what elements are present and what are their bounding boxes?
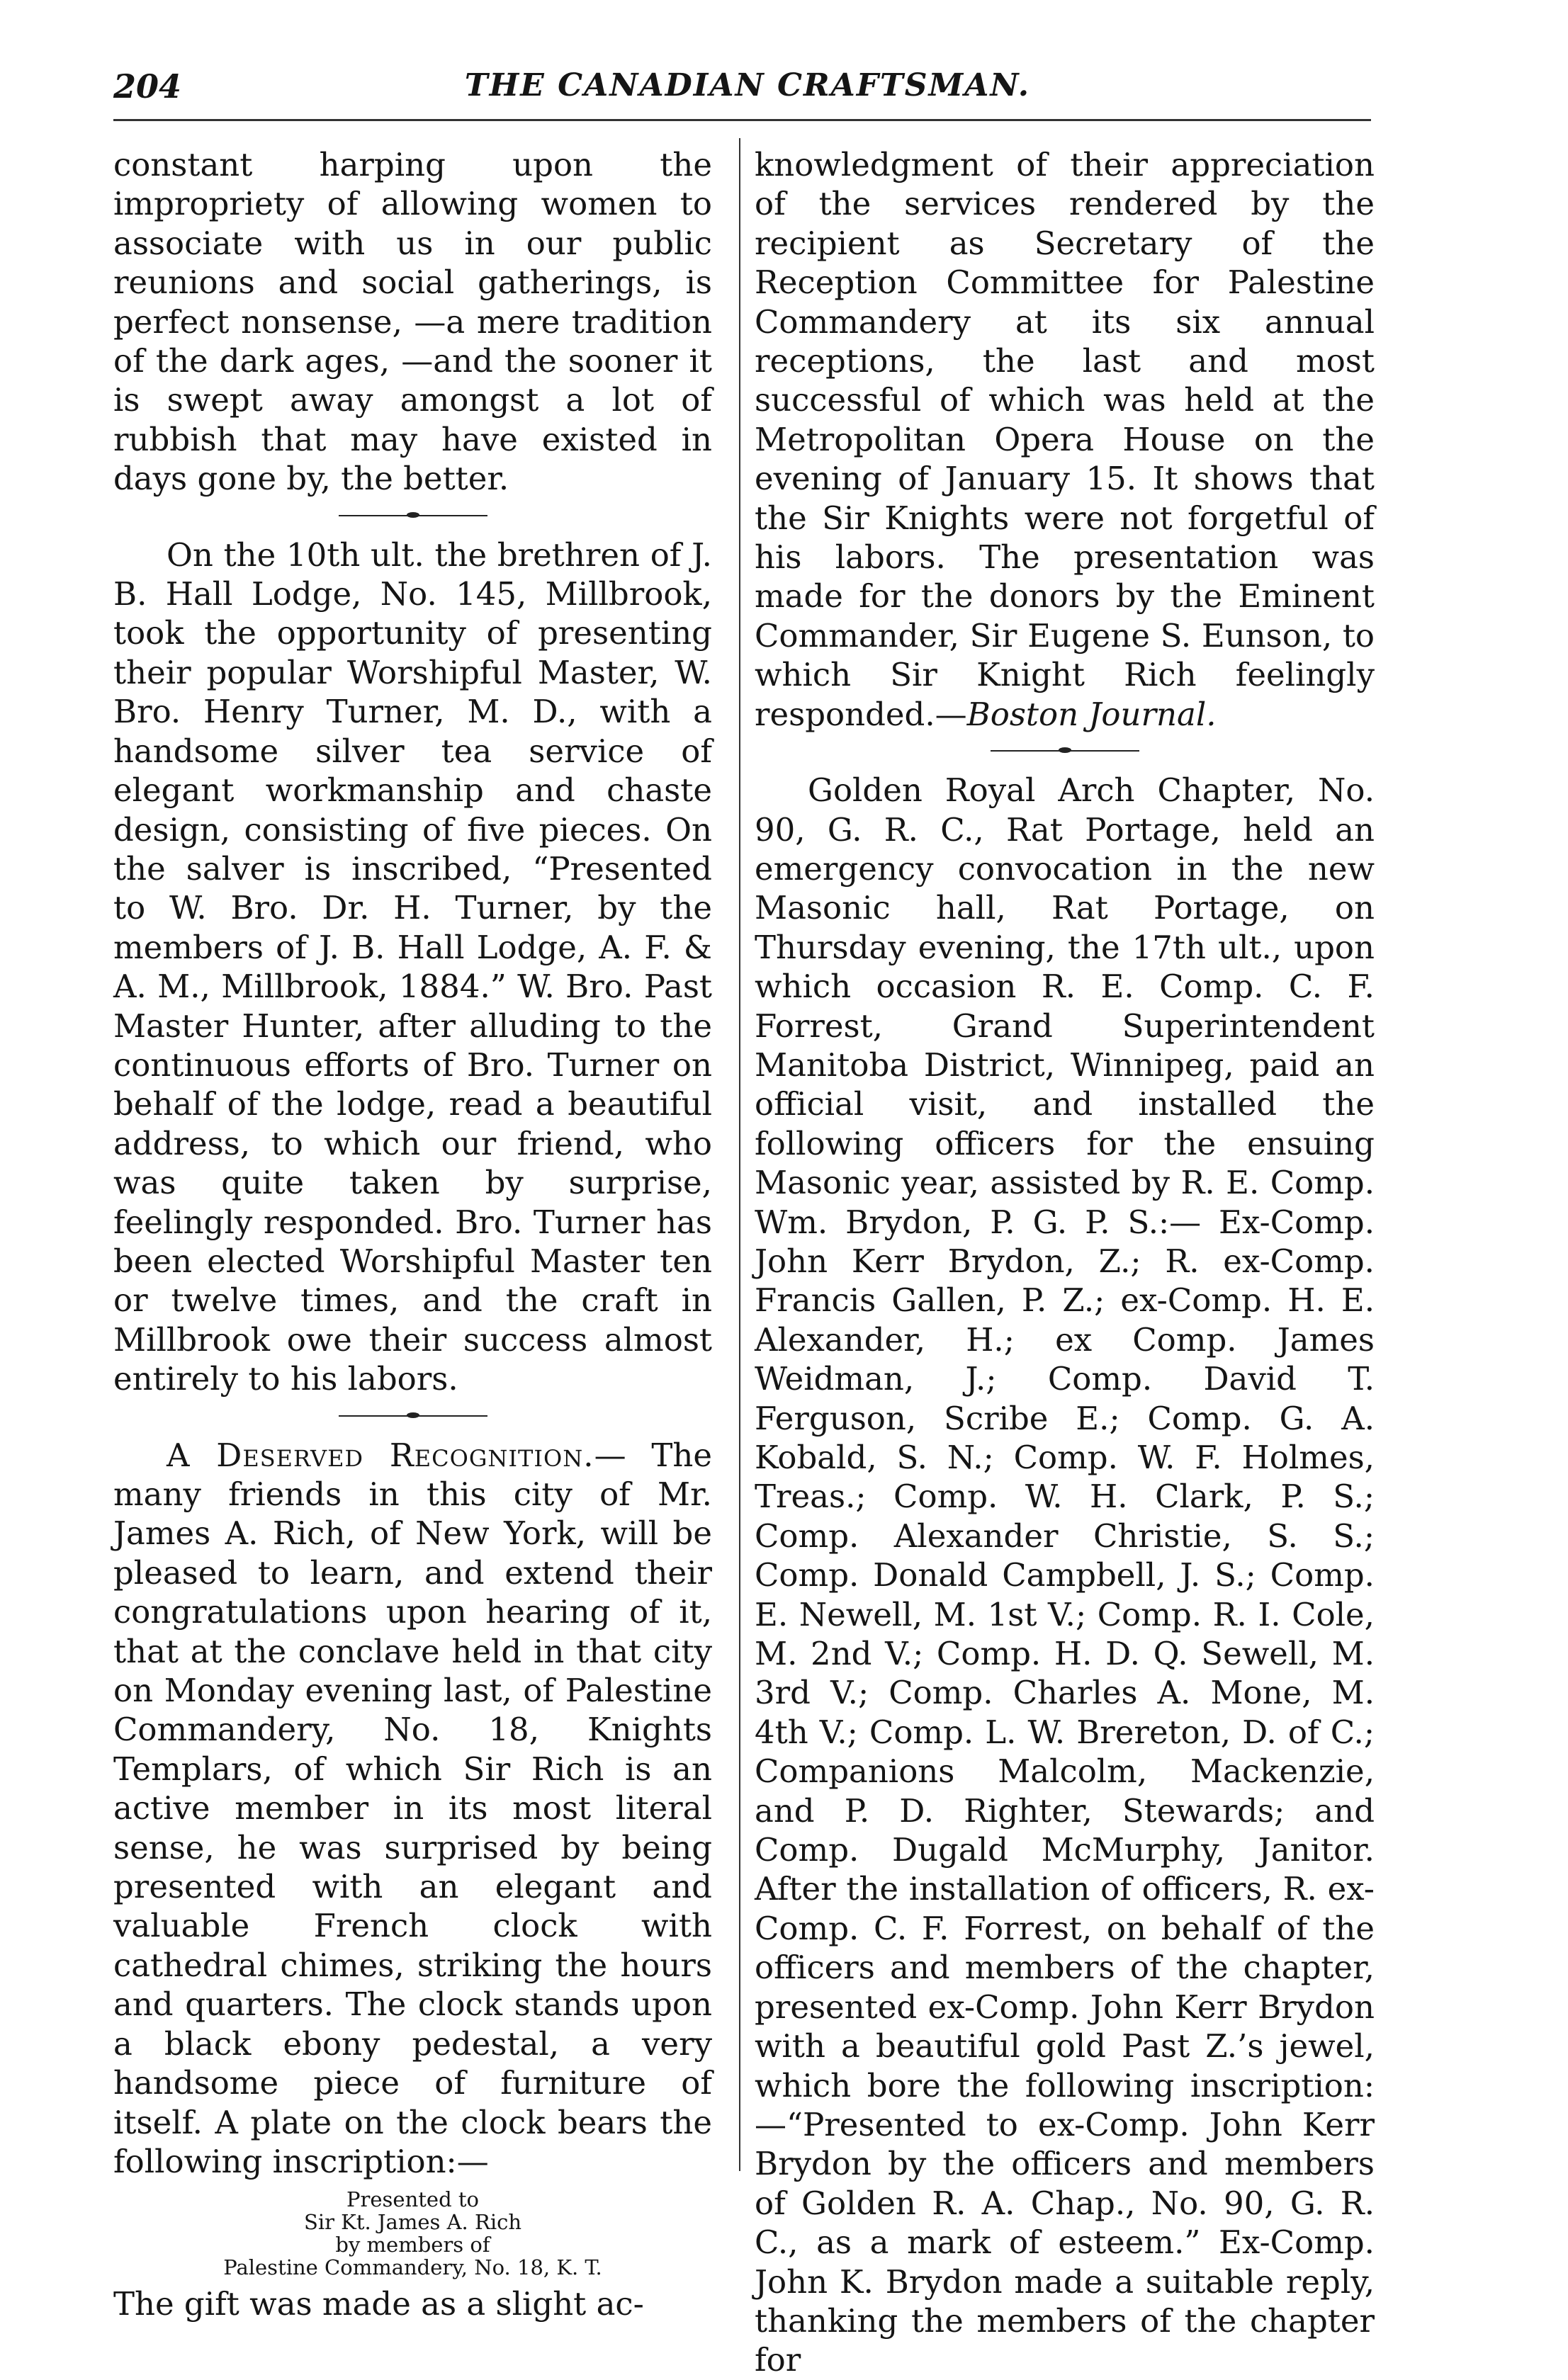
- inscription-line: Sir Kt. James A. Rich: [303, 2210, 522, 2235]
- inscription-line: Palestine Commandery, No. 18, K. T.: [223, 2255, 602, 2280]
- header-rule: [113, 119, 1371, 121]
- source-credit: Boston Journal.: [966, 695, 1217, 733]
- column-divider: [739, 138, 740, 2171]
- page-header: [85, 67, 1410, 110]
- running-title: THE CANADIAN CRAFTSMAN.: [464, 67, 1031, 103]
- section-separator: [339, 511, 487, 520]
- article-heading: A Deserved Recognition.: [167, 1436, 594, 1474]
- article-continued: The gift was made as a slight ac-: [113, 2285, 644, 2323]
- inscription-line: Presented to: [346, 2187, 479, 2212]
- page-number: 204: [113, 67, 182, 106]
- article-body: — The many friends in this city of Mr. James A. Rich, of New York, will be pleased to learn, and extend their congratulations upon hearing of it, that at the conclave held in that city on Monday evening last, of Palestine Commandery, No. 18, Knights Templars, of which Sir Rich is an active member in its most literal sense, he was surprised by being presented with an elegant and valuable French clock with cathedral chimes, striking the hours and quarters. The clock stands upon a black ebony pedestal, a very handsome piece of furniture of itself. A plate on the clock bears the following inscription:—: [113, 1436, 712, 2180]
- right-column: [755, 145, 1375, 2380]
- article-golden-royal-arch: Golden Royal Arch Chapter, No. 90, G. R. C., Rat Portage, held an emergency convocation in the new Masonic hall, Rat Portage, on Thursday evening, the 17th ult., upon which occasion R. E. Comp. C. F. Forrest, Grand Superintendent Manitoba District, Winnipeg, paid an official visit, and installed the following officers for the ensuing Masonic year, assisted by R. E. Comp. Wm. Brydon, P. G. P. S.:— Ex-Comp. John Kerr Brydon, Z.; R. ex-Comp. Francis Gallen, P. Z.; ex-Comp. H. E. Alexander, H.; ex Comp. James Weidman, J.; Comp. David T. Ferguson, Scribe E.; Comp. G. A. Kobald, S. N.; Comp. W. F. Holmes, Treas.; Comp. W. H. Clark, P. S.; Comp. Alexander Christie, S. S.; Comp. Donald Campbell, J. S.; Comp. E. Newell, M. 1st V.; Comp. R. I. Cole, M. 2nd V.; Comp. H. D. Q. Sewell, M. 3rd V.; Comp. Charles A. Mone, M. 4th V.; Comp. L. W. Brereton, D. of C.; Companions Malcolm, Mackenzie, and P. D. Righter, Stewards; and Comp. Dugald McMurphy, Janitor. After the installation of officers, R. ex-Comp. C. F. Forrest, on behalf of the officers and members of the chapter, presented ex-Comp. John Kerr Brydon with a beautiful gold Past Z.’s jewel, which bore the following inscription:—“Presented to ex-Comp. John Kerr Brydon by the officers and members of Golden R. A. Chap., No. 90, G. R. C., as a mark of esteem.” Ex-Comp. John K. Brydon made a suitable reply, thanking the members of the chapter for: [755, 771, 1375, 2379]
- section-separator: [991, 747, 1139, 755]
- article-acknowledgment: [755, 145, 1375, 734]
- section-separator: [339, 1412, 487, 1420]
- article-continuation: constant harping upon the impropriety of allowing women to associate with us in our public reunions and social gatherings, is perfect nonsense, —a mere tradition of the dark ages, —and the sooner it is swept away amongst a lot of rubbish that may have existed in days gone by, the better.: [113, 146, 712, 498]
- clock-inscription: [113, 2188, 712, 2279]
- article-body: knowledgment of their appreciation of the services rendered by the recipient as Secretary of the Reception Committee for Palestine Commandery at its six annual receptions, the last and most successful of which was held at the Metropolitan Opera House on the evening of January 15. It shows that the Sir Knights were not forgetful of his labors. The presentation was made for the donors by the Eminent Commander, Sir Eugene S. Eunson, to which Sir Knight Rich feelingly responded.—: [755, 146, 1375, 733]
- article-hall-lodge: On the 10th ult. the brethren of J. B. Hall Lodge, No. 145, Millbrook, took the opportunity of presenting their popular Worshipful Master, W. Bro. Henry Turner, M. D., with a handsome silver tea service of elegant workmanship and chaste design, consisting of five pieces. On the salver is inscribed, “Presented to W. Bro. Dr. H. Turner, by the members of J. B. Hall Lodge, A. F. & A. M., Millbrook, 1884.” W. Bro. Past Master Hunter, after alluding to the continuous efforts of Bro. Turner on behalf of the lodge, read a beautiful address, to which our friend, who was quite taken by surprise, feelingly responded. Bro. Turner has been elected Worshipful Master ten or twelve times, and the craft in Millbrook owe their success almost entirely to his labors.: [113, 536, 712, 1398]
- left-column: [113, 145, 712, 2324]
- article-deserved-recognition: [113, 1436, 712, 2182]
- inscription-line: by members of: [335, 2233, 490, 2257]
